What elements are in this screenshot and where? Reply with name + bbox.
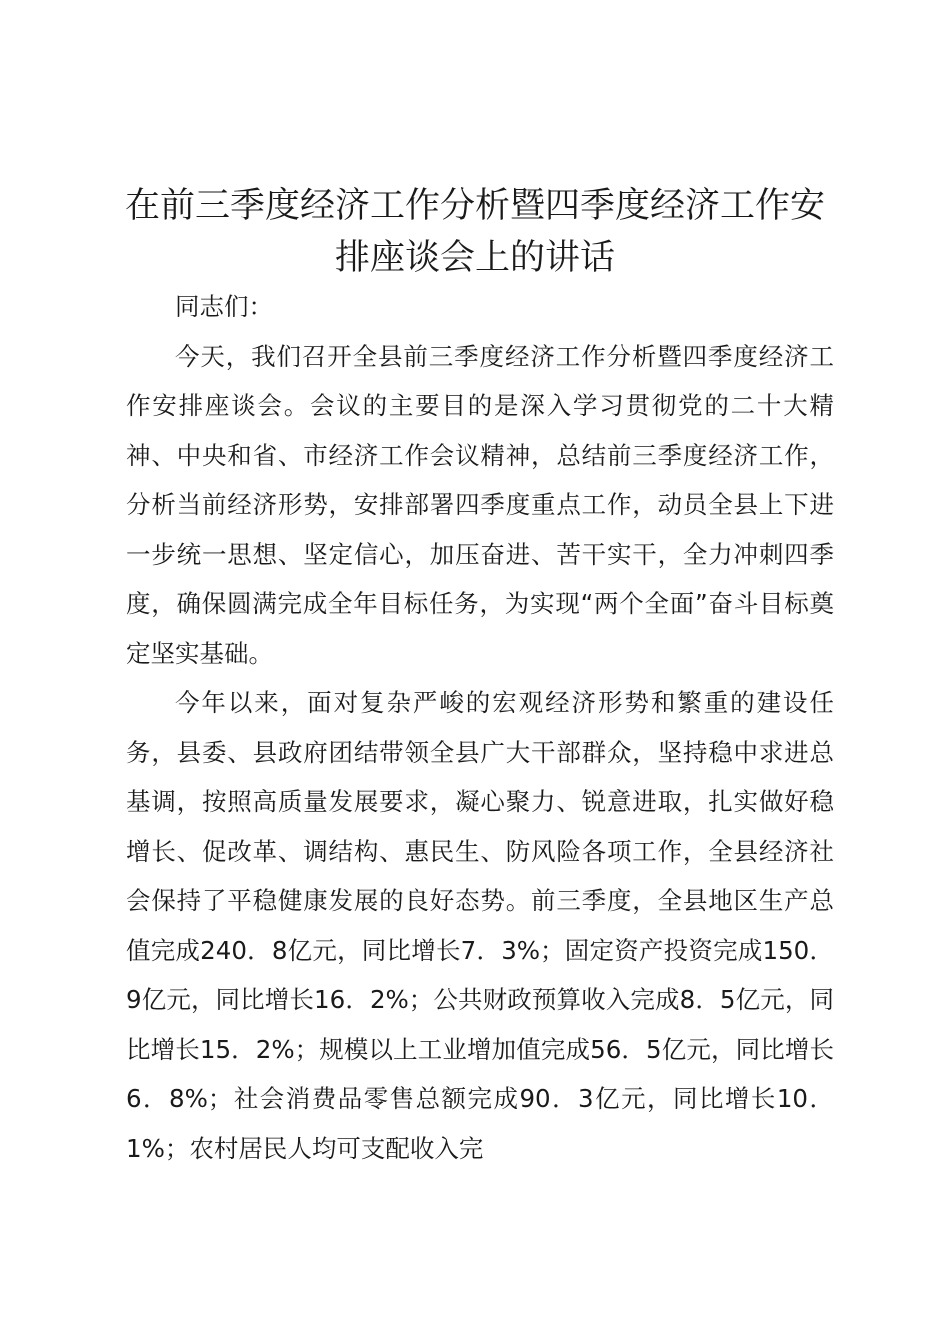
salutation: 同志们： (175, 292, 273, 321)
paragraph-2: 今年以来，面对复杂严峻的宏观经济形势和繁重的建设任务，县委、县政府团结带领全县广大干部群众，坚持稳中求进总基调，按照高质量发展要求，凝心聚力、锐意进取，扎实做好稳增长、促改革、调结构、惠民生、防风险各项工作，全县经济社会保持了平稳健康发展的良好态势。前三季度，全县地区生产总值完成240．8亿元，同比增长7．3%；固定资产投资完成150．9亿元，同比增长16．2%；公共财政预算收入完成8．5亿元，同比增长15．2%；规模以上工业增加值完成56．5亿元，同比增长6．8%；社会消费品零售总额完成90．3亿元，同比增长10．1%；农村居民人均可支配收入完 (126, 688, 834, 1163)
document-title: 在前三季度经济工作分析暨四季度经济工作安排座谈会上的讲话 (124, 186, 825, 278)
paragraph-1: 今天，我们召开全县前三季度经济工作分析暨四季度经济工作安排座谈会。会议的主要目的是深入学习贯彻党的二十大精神、中央和省、市经济工作会议精神，总结前三季度经济工作，分析当前经济形势，安排部署四季度重点工作，动员全县上下进一步统一思想、坚定信心，加压奋进、苦干实干，全力冲刺四季度，确保圆满完成全年目标任务，为实现“两个全面”奋斗目标奠定坚实基础。 (126, 341, 834, 668)
document-body (126, 282, 834, 1173)
